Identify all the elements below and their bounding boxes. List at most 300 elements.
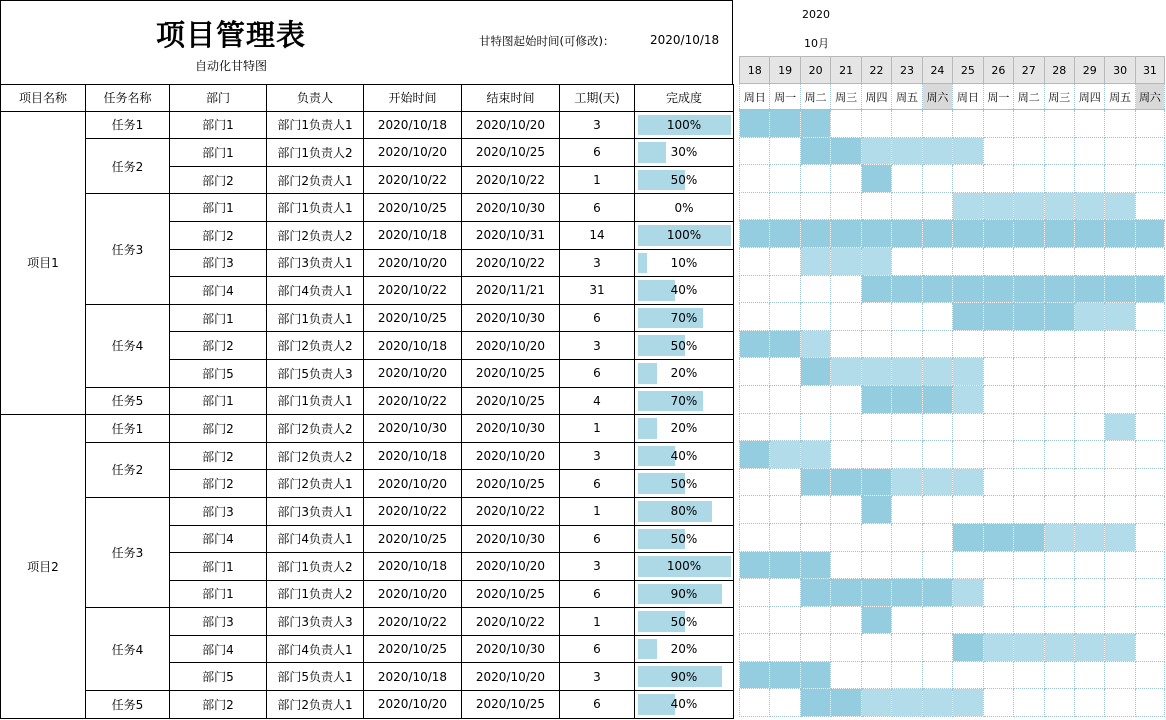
duration-cell[interactable]: 1 [560, 497, 635, 525]
duration-cell[interactable]: 6 [560, 359, 635, 387]
gantt-row [740, 220, 1165, 248]
gantt-cell [1135, 165, 1164, 193]
gantt-cell [983, 110, 1013, 138]
completion-cell[interactable] [635, 525, 734, 553]
start-date-cell[interactable]: 2020/10/22 [364, 497, 462, 525]
duration-cell[interactable]: 4 [560, 387, 635, 415]
gantt-cell [1044, 468, 1074, 496]
completion-value: 70% [670, 311, 698, 326]
start-date-cell[interactable]: 2020/10/25 [364, 304, 462, 332]
gantt-cell [1044, 551, 1074, 579]
gantt-cell [983, 441, 1013, 469]
gantt-row [740, 110, 1165, 138]
column-header[interactable]: 任务名称 [86, 85, 170, 112]
gantt-cell [983, 275, 1013, 303]
owner-cell[interactable]: 部门1负责人1 [267, 387, 364, 415]
gantt-cell [1135, 606, 1164, 634]
gantt-cell [1014, 634, 1044, 662]
completion-cell[interactable] [635, 470, 734, 498]
dept-cell[interactable]: 部门1 [170, 553, 267, 581]
gantt-cell [1044, 579, 1074, 607]
gantt-cell [800, 496, 830, 524]
gantt-chart [739, 0, 1165, 720]
dept-cell[interactable]: 部门2 [170, 691, 267, 719]
completion-value: 40% [670, 449, 698, 464]
gantt-cell [983, 247, 1013, 275]
end-date-cell[interactable]: 2020/10/22 [462, 497, 560, 525]
gantt-cell [800, 220, 830, 248]
start-date-cell[interactable]: 2020/10/25 [364, 525, 462, 553]
gantt-cell [983, 468, 1013, 496]
gantt-cell [892, 385, 922, 413]
gantt-cell [770, 523, 800, 551]
owner-cell[interactable]: 部门2负责人1 [267, 166, 364, 194]
start-date-cell[interactable]: 2020/10/22 [364, 166, 462, 194]
gantt-cell [740, 551, 770, 579]
dept-cell[interactable]: 部门2 [170, 332, 267, 360]
gantt-cell [1074, 358, 1104, 386]
gantt-cell [983, 634, 1013, 662]
gantt-cell [740, 606, 770, 634]
gantt-row [740, 413, 1165, 441]
gantt-cell [1135, 579, 1164, 607]
owner-cell[interactable]: 部门4负责人1 [267, 635, 364, 663]
dept-cell[interactable]: 部门2 [170, 470, 267, 498]
gantt-cell [983, 413, 1013, 441]
owner-cell[interactable]: 部门3负责人1 [267, 249, 364, 277]
duration-cell[interactable]: 3 [560, 332, 635, 360]
end-date-cell[interactable]: 2020/10/25 [462, 359, 560, 387]
gantt-cell [831, 689, 861, 717]
task-name-cell[interactable]: 任务1 [86, 415, 170, 443]
end-date-cell[interactable]: 2020/10/20 [462, 553, 560, 581]
completion-cell[interactable] [635, 194, 734, 222]
gantt-cell [831, 275, 861, 303]
completion-cell[interactable] [635, 497, 734, 525]
start-date-cell[interactable]: 2020/10/30 [364, 415, 462, 443]
gantt-weekday-cell: 周六 [1135, 84, 1164, 110]
gantt-cell [922, 192, 952, 220]
dept-cell[interactable]: 部门3 [170, 497, 267, 525]
end-date-cell[interactable]: 2020/10/30 [462, 635, 560, 663]
gantt-cell [1105, 385, 1135, 413]
column-header[interactable]: 项目名称 [1, 85, 86, 112]
dept-cell[interactable]: 部门3 [170, 608, 267, 636]
dept-cell[interactable]: 部门1 [170, 580, 267, 608]
gantt-cell [861, 330, 891, 358]
gantt-cell [922, 413, 952, 441]
completion-cell[interactable] [635, 332, 734, 360]
gantt-cell [831, 358, 861, 386]
gantt-cell [861, 192, 891, 220]
column-header[interactable]: 工期(天) [560, 85, 635, 112]
gantt-cell [770, 220, 800, 248]
gantt-day-cell: 24 [922, 57, 952, 84]
completion-value: 30% [670, 145, 698, 160]
owner-cell[interactable]: 部门5负责人1 [267, 663, 364, 691]
dept-cell[interactable]: 部门1 [170, 387, 267, 415]
column-header[interactable]: 结束时间 [462, 85, 560, 112]
end-date-cell[interactable]: 2020/10/30 [462, 415, 560, 443]
owner-cell[interactable]: 部门1负责人2 [267, 139, 364, 167]
gantt-cell [1074, 661, 1104, 689]
duration-cell[interactable]: 14 [560, 221, 635, 249]
table-row [1, 608, 734, 636]
gantt-cell [800, 275, 830, 303]
gantt-cell [922, 385, 952, 413]
gantt-cell [831, 137, 861, 165]
gantt-cell [740, 137, 770, 165]
end-date-cell[interactable]: 2020/10/31 [462, 221, 560, 249]
gantt-cell [1044, 165, 1074, 193]
gantt-row [740, 330, 1165, 358]
completion-cell[interactable] [635, 635, 734, 663]
owner-cell[interactable]: 部门2负责人2 [267, 221, 364, 249]
completion-cell[interactable] [635, 663, 734, 691]
gantt-cell [831, 192, 861, 220]
gantt-cell [953, 137, 983, 165]
gantt-cell [1014, 496, 1044, 524]
gantt-row [740, 634, 1165, 662]
end-date-cell[interactable]: 2020/11/21 [462, 277, 560, 305]
task-name-cell[interactable]: 任务3 [86, 194, 170, 304]
start-date-cell[interactable]: 2020/10/22 [364, 277, 462, 305]
owner-cell[interactable]: 部门2负责人1 [267, 691, 364, 719]
end-date-cell[interactable]: 2020/10/25 [462, 580, 560, 608]
end-date-cell[interactable]: 2020/10/20 [462, 111, 560, 139]
gantt-cell [740, 275, 770, 303]
duration-cell[interactable]: 3 [560, 442, 635, 470]
end-date-cell[interactable]: 2020/10/25 [462, 139, 560, 167]
dept-cell[interactable]: 部门1 [170, 111, 267, 139]
gantt-cell [800, 634, 830, 662]
gantt-cell [770, 413, 800, 441]
gantt-day-cell: 25 [953, 57, 983, 84]
gantt-cell [922, 523, 952, 551]
owner-cell[interactable]: 部门2负责人2 [267, 332, 364, 360]
owner-cell[interactable]: 部门5负责人3 [267, 359, 364, 387]
duration-cell[interactable]: 6 [560, 194, 635, 222]
completion-cell[interactable] [635, 139, 734, 167]
start-date-cell[interactable]: 2020/10/18 [364, 663, 462, 691]
completion-cell[interactable] [635, 442, 734, 470]
column-header[interactable]: 开始时间 [364, 85, 462, 112]
completion-cell[interactable] [635, 415, 734, 443]
start-date-cell[interactable]: 2020/10/22 [364, 387, 462, 415]
owner-cell[interactable]: 部门2负责人2 [267, 415, 364, 443]
task-name-cell[interactable]: 任务5 [86, 691, 170, 719]
gantt-cell [1044, 192, 1074, 220]
gantt-cell [831, 551, 861, 579]
gantt-row [740, 468, 1165, 496]
gantt-cell [892, 330, 922, 358]
duration-cell[interactable]: 6 [560, 635, 635, 663]
dept-cell[interactable]: 部门2 [170, 415, 267, 443]
gantt-cell [1135, 220, 1164, 248]
gantt-cell [800, 689, 830, 717]
task-name-cell[interactable]: 任务3 [86, 497, 170, 607]
completion-cell[interactable] [635, 304, 734, 332]
gantt-cell [1135, 523, 1164, 551]
end-date-cell[interactable]: 2020/10/30 [462, 304, 560, 332]
gantt-cell [1105, 661, 1135, 689]
gantt-cell [800, 661, 830, 689]
gantt-cell [770, 579, 800, 607]
end-date-cell[interactable]: 2020/10/25 [462, 691, 560, 719]
gantt-row [740, 523, 1165, 551]
duration-cell[interactable]: 3 [560, 249, 635, 277]
completion-value: 20% [670, 366, 698, 381]
owner-cell[interactable]: 部门2负责人1 [267, 470, 364, 498]
duration-cell[interactable]: 1 [560, 166, 635, 194]
owner-cell[interactable]: 部门1负责人1 [267, 111, 364, 139]
completion-value: 10% [670, 255, 698, 270]
start-date-cell[interactable]: 2020/10/20 [364, 359, 462, 387]
start-date-cell[interactable]: 2020/10/20 [364, 691, 462, 719]
end-date-cell[interactable]: 2020/10/22 [462, 166, 560, 194]
task-name-cell[interactable]: 任务5 [86, 387, 170, 415]
dept-cell[interactable]: 部门4 [170, 635, 267, 663]
gantt-cell [983, 661, 1013, 689]
gantt-cell [800, 303, 830, 331]
completion-value: 20% [670, 421, 698, 436]
progress-bar [638, 446, 675, 467]
progress-bar [638, 142, 666, 163]
gantt-cell [953, 275, 983, 303]
gantt-cell [770, 192, 800, 220]
table-row [1, 387, 734, 415]
start-date-cell[interactable]: 2020/10/18 [364, 221, 462, 249]
gantt-cell [770, 137, 800, 165]
gantt-cell [1135, 137, 1164, 165]
gantt-cell [1105, 468, 1135, 496]
gantt-cell [861, 247, 891, 275]
completion-value: 50% [670, 338, 698, 353]
gantt-start-date-cell[interactable]: 2020/10/18 [650, 33, 720, 47]
gantt-cell [831, 606, 861, 634]
gantt-row [740, 358, 1165, 386]
task-name-cell[interactable]: 任务2 [86, 442, 170, 497]
duration-cell[interactable]: 6 [560, 470, 635, 498]
duration-cell[interactable]: 3 [560, 663, 635, 691]
gantt-cell [831, 110, 861, 138]
owner-cell[interactable]: 部门4负责人1 [267, 525, 364, 553]
gantt-month: 10月 [804, 37, 829, 50]
dept-cell[interactable]: 部门1 [170, 139, 267, 167]
gantt-cell [892, 468, 922, 496]
duration-cell[interactable]: 1 [560, 608, 635, 636]
completion-cell[interactable] [635, 553, 734, 581]
gantt-cell [861, 413, 891, 441]
gantt-cell [953, 579, 983, 607]
gantt-row [740, 385, 1165, 413]
completion-cell[interactable] [635, 359, 734, 387]
project-name-cell[interactable]: 项目2 [1, 415, 86, 719]
gantt-cell [922, 689, 952, 717]
gantt-cell [1105, 303, 1135, 331]
gantt-cell [770, 385, 800, 413]
gantt-cell [953, 110, 983, 138]
gantt-cell [1135, 468, 1164, 496]
start-date-cell[interactable]: 2020/10/18 [364, 332, 462, 360]
completion-cell[interactable] [635, 691, 734, 719]
gantt-cell [1105, 358, 1135, 386]
duration-cell[interactable]: 3 [560, 553, 635, 581]
completion-cell[interactable] [635, 387, 734, 415]
gantt-row [740, 275, 1165, 303]
start-date-cell[interactable]: 2020/10/25 [364, 194, 462, 222]
column-header[interactable]: 完成度 [635, 85, 734, 112]
owner-cell[interactable]: 部门1负责人1 [267, 194, 364, 222]
completion-cell[interactable] [635, 608, 734, 636]
gantt-day-cell: 29 [1074, 57, 1104, 84]
project-name-cell[interactable]: 项目1 [1, 111, 86, 415]
gantt-cell [740, 110, 770, 138]
start-date-cell[interactable]: 2020/10/20 [364, 470, 462, 498]
end-date-cell[interactable]: 2020/10/20 [462, 663, 560, 691]
end-date-cell[interactable]: 2020/10/25 [462, 470, 560, 498]
dept-cell[interactable]: 部门4 [170, 277, 267, 305]
dept-cell[interactable]: 部门1 [170, 194, 267, 222]
gantt-row [740, 192, 1165, 220]
completion-cell[interactable] [635, 249, 734, 277]
gantt-cell [983, 523, 1013, 551]
gantt-weekday-cell: 周四 [1074, 84, 1104, 110]
gantt-cell [953, 413, 983, 441]
gantt-cell [861, 496, 891, 524]
start-date-cell[interactable]: 2020/10/18 [364, 442, 462, 470]
end-date-cell[interactable]: 2020/10/20 [462, 442, 560, 470]
completion-value: 50% [670, 531, 698, 546]
start-date-cell[interactable]: 2020/10/18 [364, 553, 462, 581]
gantt-cell [983, 192, 1013, 220]
gantt-year: 2020 [802, 8, 830, 21]
column-header[interactable]: 部门 [170, 85, 267, 112]
gantt-cell [740, 689, 770, 717]
completion-cell[interactable] [635, 277, 734, 305]
duration-cell[interactable]: 6 [560, 691, 635, 719]
end-date-cell[interactable]: 2020/10/22 [462, 608, 560, 636]
gantt-cell [953, 165, 983, 193]
start-date-cell[interactable]: 2020/10/18 [364, 111, 462, 139]
start-date-cell[interactable]: 2020/10/20 [364, 580, 462, 608]
owner-cell[interactable]: 部门1负责人2 [267, 553, 364, 581]
gantt-cell [983, 137, 1013, 165]
gantt-cell [1044, 303, 1074, 331]
dept-cell[interactable]: 部门5 [170, 663, 267, 691]
gantt-cell [1014, 689, 1044, 717]
dept-cell[interactable]: 部门5 [170, 359, 267, 387]
gantt-cell [1135, 496, 1164, 524]
start-date-cell[interactable]: 2020/10/22 [364, 608, 462, 636]
duration-cell[interactable]: 1 [560, 415, 635, 443]
duration-cell[interactable]: 6 [560, 304, 635, 332]
gantt-row [740, 606, 1165, 634]
gantt-cell [1105, 330, 1135, 358]
owner-cell[interactable]: 部门1负责人2 [267, 580, 364, 608]
gantt-cell [1014, 358, 1044, 386]
table-row [1, 111, 734, 139]
start-date-cell[interactable]: 2020/10/20 [364, 139, 462, 167]
gantt-cell [1044, 385, 1074, 413]
gantt-cell [1074, 165, 1104, 193]
gantt-cell [1105, 192, 1135, 220]
column-header[interactable]: 负责人 [267, 85, 364, 112]
completion-cell[interactable] [635, 580, 734, 608]
gantt-cell [831, 165, 861, 193]
duration-cell[interactable]: 3 [560, 111, 635, 139]
gantt-row [740, 165, 1165, 193]
owner-cell[interactable]: 部门3负责人1 [267, 497, 364, 525]
completion-cell[interactable] [635, 111, 734, 139]
dept-cell[interactable]: 部门2 [170, 221, 267, 249]
gantt-cell [800, 165, 830, 193]
task-name-cell[interactable]: 任务4 [86, 608, 170, 691]
duration-cell[interactable]: 6 [560, 580, 635, 608]
owner-cell[interactable]: 部门1负责人1 [267, 304, 364, 332]
gantt-row [740, 661, 1165, 689]
task-name-cell[interactable]: 任务2 [86, 139, 170, 194]
gantt-cell [770, 165, 800, 193]
gantt-cell [892, 689, 922, 717]
dept-cell[interactable]: 部门4 [170, 525, 267, 553]
dept-cell[interactable]: 部门2 [170, 442, 267, 470]
completion-value: 50% [670, 173, 698, 188]
end-date-cell[interactable]: 2020/10/25 [462, 387, 560, 415]
owner-cell[interactable]: 部门3负责人3 [267, 608, 364, 636]
duration-cell[interactable]: 6 [560, 525, 635, 553]
duration-cell[interactable]: 31 [560, 277, 635, 305]
completion-cell[interactable] [635, 166, 734, 194]
gantt-cell [1135, 413, 1164, 441]
dept-cell[interactable]: 部门1 [170, 304, 267, 332]
end-date-cell[interactable]: 2020/10/20 [462, 332, 560, 360]
gantt-cell [1074, 137, 1104, 165]
progress-bar [638, 280, 675, 301]
end-date-cell[interactable]: 2020/10/30 [462, 525, 560, 553]
gantt-day-cell: 31 [1135, 57, 1164, 84]
gantt-cell [1074, 606, 1104, 634]
gantt-day-cell: 30 [1105, 57, 1135, 84]
gantt-cell [922, 165, 952, 193]
progress-bar [638, 418, 657, 439]
dept-cell[interactable]: 部门3 [170, 249, 267, 277]
gantt-cell [1135, 441, 1164, 469]
start-date-cell[interactable]: 2020/10/20 [364, 249, 462, 277]
start-date-cell[interactable]: 2020/10/25 [364, 635, 462, 663]
end-date-cell[interactable]: 2020/10/30 [462, 194, 560, 222]
gantt-cell [740, 220, 770, 248]
end-date-cell[interactable]: 2020/10/22 [462, 249, 560, 277]
completion-cell[interactable] [635, 221, 734, 249]
gantt-cell [831, 496, 861, 524]
owner-cell[interactable]: 部门2负责人2 [267, 442, 364, 470]
gantt-cell [770, 303, 800, 331]
gantt-cell [861, 385, 891, 413]
dept-cell[interactable]: 部门2 [170, 166, 267, 194]
duration-cell[interactable]: 6 [560, 139, 635, 167]
task-name-cell[interactable]: 任务4 [86, 304, 170, 387]
gantt-weekday-cell: 周五 [892, 84, 922, 110]
gantt-cell [953, 192, 983, 220]
gantt-cell [953, 634, 983, 662]
gantt-cell [953, 220, 983, 248]
gantt-cell [740, 579, 770, 607]
owner-cell[interactable]: 部门4负责人1 [267, 277, 364, 305]
gantt-cell [861, 689, 891, 717]
task-name-cell[interactable]: 任务1 [86, 111, 170, 139]
table-row [1, 194, 734, 222]
